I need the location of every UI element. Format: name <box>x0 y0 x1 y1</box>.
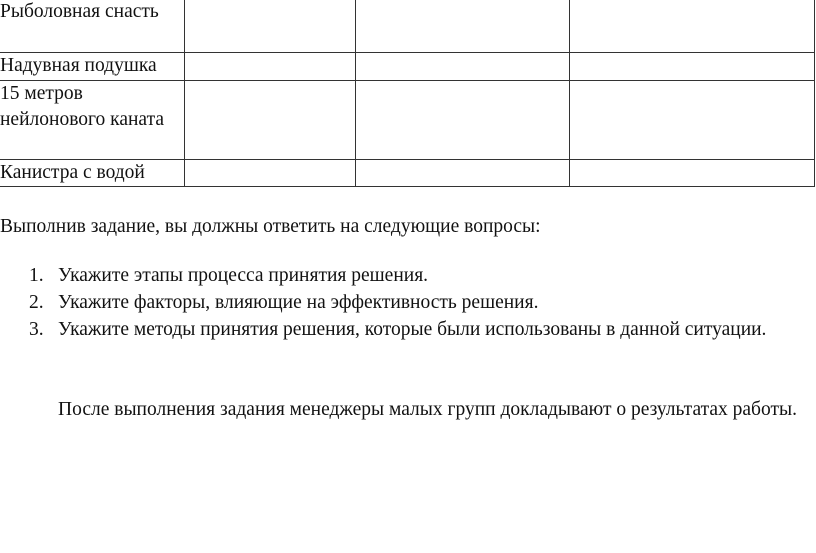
empty-cell <box>356 53 570 81</box>
empty-cell <box>185 53 356 81</box>
question-text: Укажите этапы процесса принятия решения. <box>58 265 429 286</box>
empty-cell <box>185 81 356 160</box>
item-cell: Рыболовная снасть <box>0 0 185 53</box>
empty-cell <box>356 0 570 53</box>
question-text: Укажите методы принятия решения, которые были использованы в данной ситуации. <box>58 319 767 340</box>
item-cell: Канистра с водой <box>0 160 185 187</box>
questions-list <box>0 262 816 343</box>
list-number: 1. <box>29 265 44 286</box>
empty-cell <box>570 53 815 81</box>
intro-text: Выполнив задание, вы должны ответить на следующие вопросы: <box>0 216 541 237</box>
empty-cell <box>570 0 815 53</box>
list-number: 2. <box>29 292 44 313</box>
table-row <box>0 81 815 160</box>
list-item <box>0 316 816 343</box>
item-cell: 15 метров нейлонового каната <box>0 81 185 160</box>
closing-paragraph: После выполнения задания менеджеры малых групп докладывают о результатах работы. <box>58 399 797 420</box>
empty-cell <box>356 81 570 160</box>
item-cell: Надувная подушка <box>0 53 185 81</box>
empty-cell <box>185 160 356 187</box>
table-row <box>0 53 815 81</box>
table-row <box>0 160 815 187</box>
empty-cell <box>570 160 815 187</box>
items-table <box>0 0 815 187</box>
empty-cell <box>570 81 815 160</box>
empty-cell <box>356 160 570 187</box>
empty-cell <box>185 0 356 53</box>
list-number: 3. <box>29 319 44 340</box>
question-text: Укажите факторы, влияющие на эффективность решения. <box>58 292 539 313</box>
table-row <box>0 0 815 53</box>
list-item <box>0 289 816 316</box>
list-item <box>0 262 816 289</box>
